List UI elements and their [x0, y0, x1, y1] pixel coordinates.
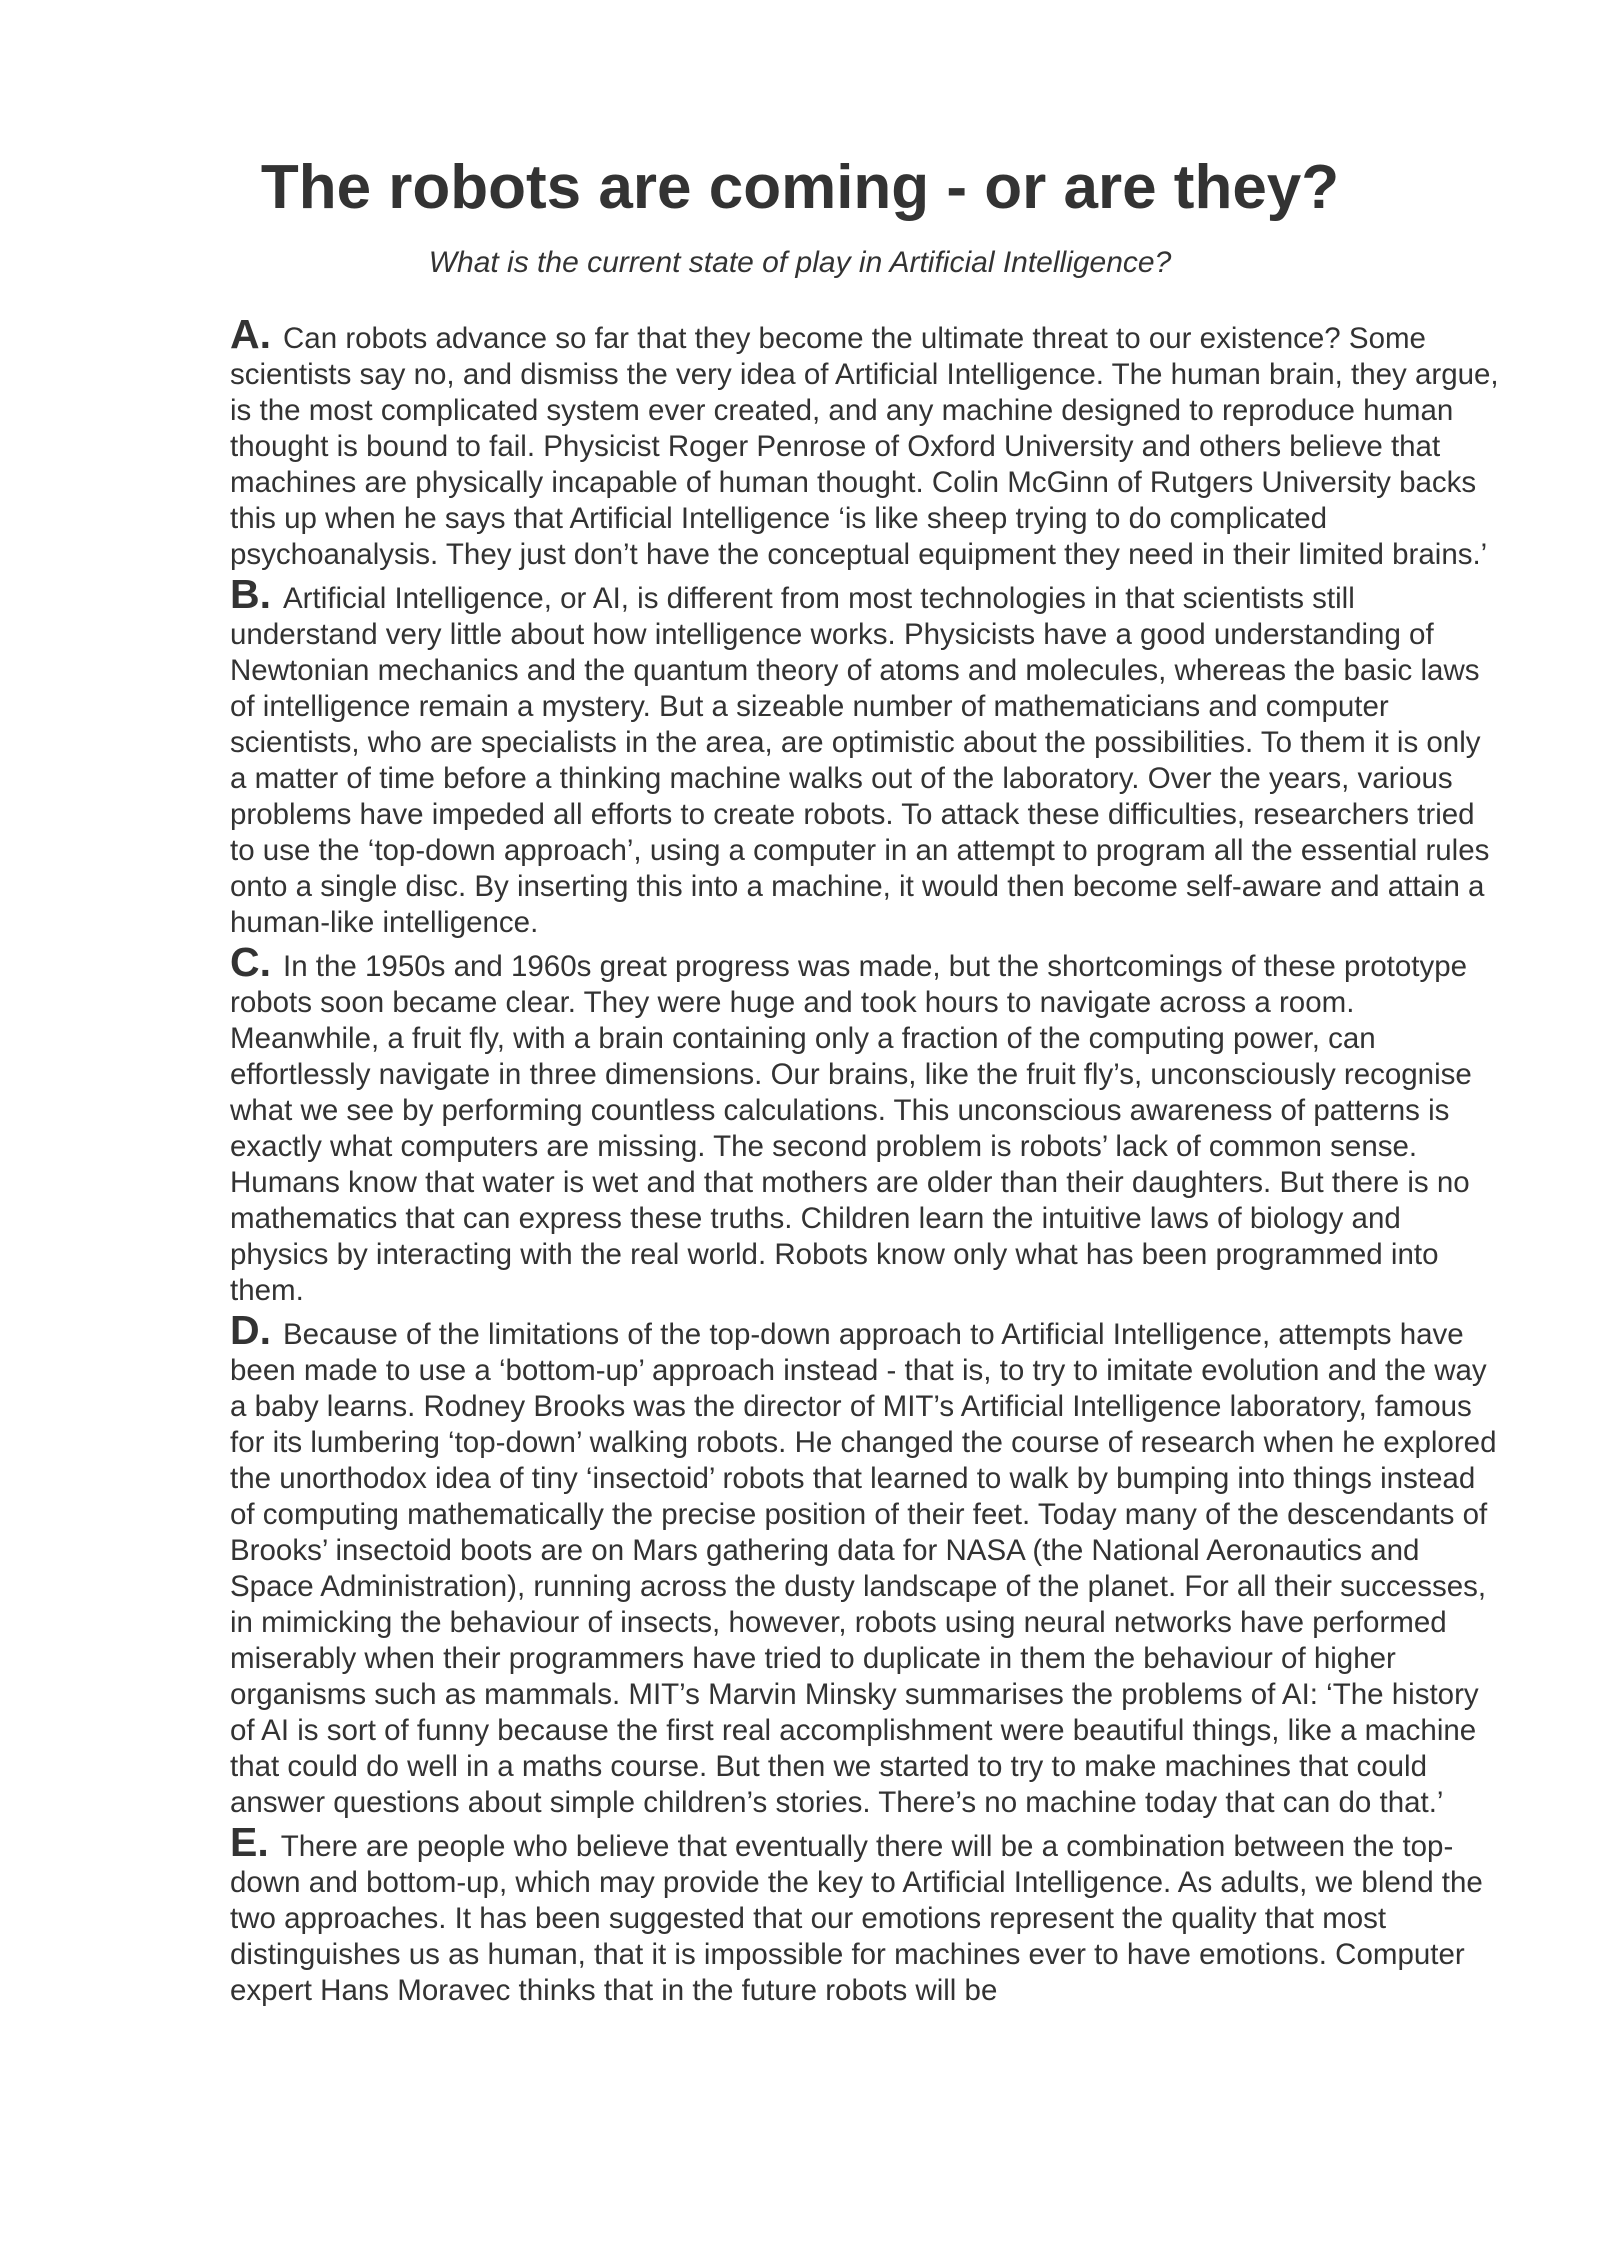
paragraph-a	[230, 311, 1500, 573]
paragraph-d	[230, 1307, 1500, 1821]
paragraph-letter: E.	[230, 1819, 269, 1865]
paragraph-text: Artificial Intelligence, or AI, is different from most technologies in that scientists still understand very little about how intelligence works. Physicists have a good understanding of Newtonian mechanics and the quantum theory of atoms and molecules, whereas the basic laws of intelligence remain a mystery. But a sizeable number of mathematicians and computer scientists, who are specialists in the area, are optimistic about the possibilities. To them it is only a matter of time before a thinking machine walks out of the laboratory. Over the years, various problems have impeded all efforts to create robots. To attack these difficulties, researchers tried to use the ‘top-down approach’, using a computer in an attempt to program all the essential rules onto a single disc. By inserting this into a machine, it would then become self-aware and attain a human-like intelligence.	[230, 582, 1490, 939]
paragraph-letter: A.	[230, 311, 271, 357]
paragraph-letter: C.	[230, 939, 271, 985]
paragraph-letter: B.	[230, 571, 271, 617]
paragraph-c	[230, 939, 1500, 1309]
paragraph-text: Because of the limitations of the top-down approach to Artificial Intelligence, attempts have been made to use a ‘bottom-up’ approach instead - that is, to try to imitate evolution and the way a baby learns. Rodney Brooks was the director of MIT’s Artificial Intelligence laboratory, famous for its lumbering ‘top-down’ walking robots. He changed the course of research when he explored the unorthodox idea of tiny ‘insectoid’ robots that learned to walk by bumping into things instead of computing mathematically the precise position of their feet. Today many of the descendants of Brooks’ insectoid boots are on Mars gathering data for NASA (the National Aeronautics and Space Administration), running across the dusty landscape of the planet. For all their successes, in mimicking the behaviour of insects, however, robots using neural networks have performed miserably when their programmers have tried to duplicate in them the behaviour of higher organisms such as mammals. MIT’s Marvin Minsky summarises the problems of AI: ‘The history of AI is sort of funny because the first real accomplishment were beautiful things, like a machine that could do well in a maths course. But then we started to try to make machines that could answer questions about simple children’s stories. There’s no machine today that can do that.’	[230, 1318, 1497, 1819]
paragraph-e	[230, 1819, 1500, 2009]
page-subtitle: What is the current state of play in Artificial Intelligence?	[428, 246, 1172, 279]
article-body	[230, 311, 1500, 2012]
paragraph-text: In the 1950s and 1960s great progress was made, but the shortcomings of these prototype robots soon became clear. They were huge and took hours to navigate across a room. Meanwhile, a fruit fly, with a brain containing only a fraction of the computing power, can effortlessly navigate in three dimensions. Our brains, like the fruit fly’s, unconsciously recognise what we see by performing countless calculations. This unconscious awareness of patterns is exactly what computers are missing. The second problem is robots’ lack of common sense. Humans know that water is wet and that mothers are older than their daughters. But there is no mathematics that can express these truths. Children learn the intuitive laws of biology and physics by interacting with the real world. Robots know only what has been programmed into them.	[230, 950, 1472, 1307]
paragraph-text: There are people who believe that eventually there will be a combination between the top-down and bottom-up, which may provide the key to Artificial Intelligence. As adults, we blend the two approaches. It has been suggested that our emotions represent the quality that most distinguishes us as human, that it is impossible for machines ever to have emotions. Computer expert Hans Moravec thinks that in the future robots will be	[230, 1830, 1483, 2007]
page-title: The robots are coming - or are they?	[260, 153, 1340, 222]
paragraph-letter: D.	[230, 1307, 271, 1353]
paragraph-text: Can robots advance so far that they become the ultimate threat to our existence? Some scientists say no, and dismiss the very idea of Artificial Intelligence. The human brain, they argue, is the most complicated system ever created, and any machine designed to reproduce human thought is bound to fail. Physicist Roger Penrose of Oxford University and others believe that machines are physically incapable of human thought. Colin McGinn of Rutgers University backs this up when he says that Artificial Intelligence ‘is like sheep trying to do complicated psychoanalysis. They just don’t have the conceptual equipment they need in their limited brains.’	[230, 322, 1499, 571]
paragraph-b	[230, 571, 1500, 941]
